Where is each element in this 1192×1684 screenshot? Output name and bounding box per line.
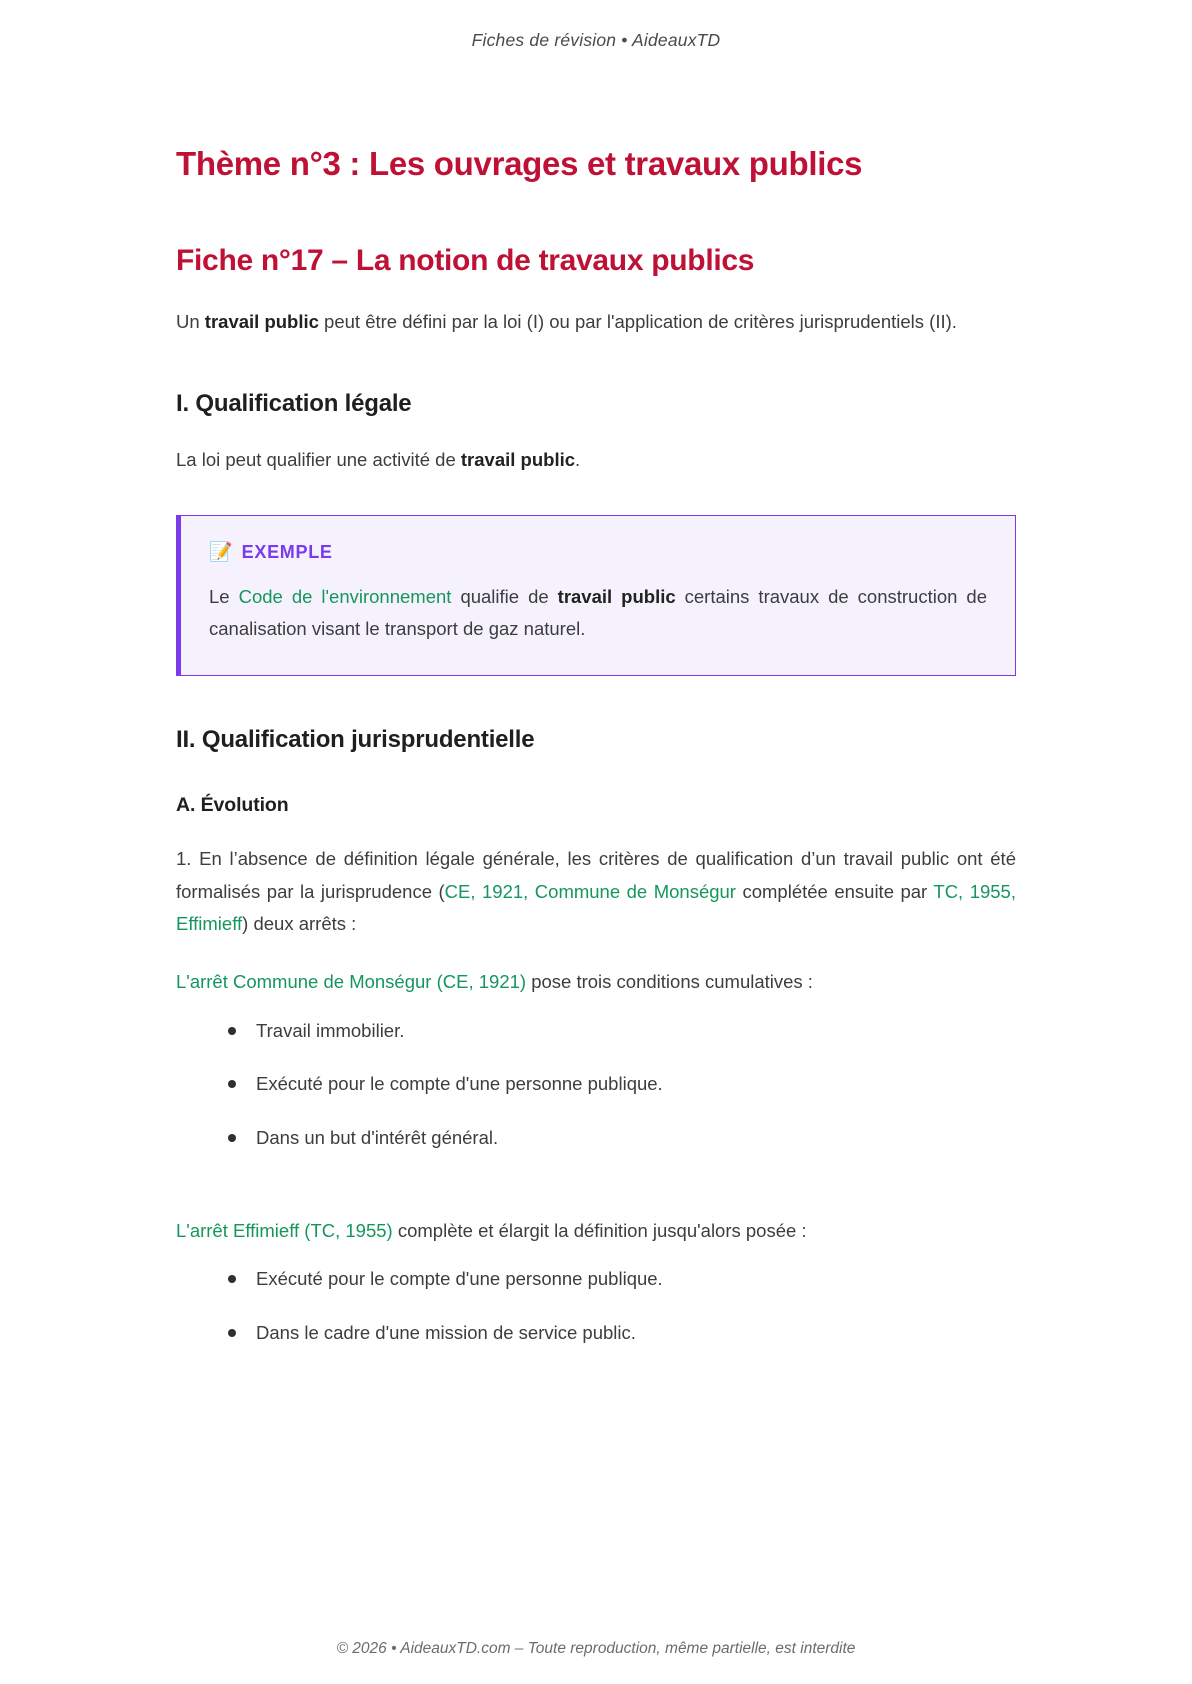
subsection-a-heading: A. Évolution <box>176 794 289 817</box>
section-1-text-1: La loi peut qualifier une activité de <box>176 449 461 471</box>
sub-a-p3-reference-1: L'arrêt Effimieff (TC, 1955) <box>176 1220 393 1242</box>
sub-a-p1-reference-1: CE, 1921, Commune de Monségur <box>444 880 736 902</box>
subsection-a-paragraph-1 <box>176 843 1016 940</box>
sub-a-p1-reference-2: TC, 1955, Effimieff <box>176 880 1016 934</box>
callout-text-2: qualifie de <box>451 585 558 607</box>
document-content <box>176 55 1016 1600</box>
list-item: Exécuté pour le compte d'une personne publique. <box>224 1068 1016 1099</box>
sub-a-p1-text-3: ) deux arrêts : <box>242 913 357 934</box>
list-item: Travail immobilier. <box>224 1015 1016 1046</box>
list-item: Dans un but d'intérêt général. <box>224 1122 1016 1153</box>
memo-icon: 📝 <box>209 541 233 563</box>
fiche-title: Fiche n°17 – La notion de travaux publics <box>176 244 755 278</box>
list-item: Dans le cadre d'une mission de service public. <box>224 1317 1016 1348</box>
section-2-heading: II. Qualification jurisprudentielle <box>176 726 535 754</box>
section-1-bold-1: travail public <box>460 449 576 471</box>
list-item: Exécuté pour le compte d'une personne publique. <box>224 1263 1016 1294</box>
intro-paragraph <box>176 306 1016 338</box>
example-callout-label: EXEMPLE <box>241 541 333 562</box>
running-header: Fiches de révision • AideauxTD <box>471 30 721 50</box>
monsegur-conditions-list <box>176 1015 1016 1153</box>
sub-a-p1-text-1: 1. En l’absence de définition légale générale, les critères de qualification d’un travail public ont été formalisés par la jurisprudence ( <box>176 848 1016 902</box>
section-1-text-2: . <box>575 449 581 471</box>
subsection-a-paragraph-3 <box>176 1215 1016 1247</box>
example-callout <box>176 515 1016 677</box>
subsection-a-paragraph-2 <box>176 966 1016 998</box>
sub-a-p3-text-1: complète et élargit la définition jusqu'alors posée : <box>392 1220 807 1242</box>
theme-title: Thème n°3 : Les ouvrages et travaux publics <box>176 145 863 182</box>
spacer <box>176 1153 1016 1189</box>
intro-text-2: peut être défini par la loi (I) ou par l'application de critères jurisprudentiels (II). <box>318 310 957 332</box>
sub-a-p2-text-1: pose trois conditions cumulatives : <box>526 971 813 993</box>
intro-bold-1: travail public <box>204 310 319 332</box>
section-1-heading: I. Qualification légale <box>176 390 412 418</box>
callout-text-3: certains travaux de construction de canalisation visant le transport de gaz naturel. <box>209 585 988 639</box>
effimieff-conditions-list <box>176 1263 1016 1348</box>
sub-a-p1-text-2: complétée ensuite par <box>735 880 934 902</box>
callout-text-1: Le <box>209 585 239 607</box>
callout-bold-1: travail public <box>557 585 676 607</box>
section-1-paragraph <box>176 444 1016 476</box>
intro-text-1: Un <box>176 310 205 332</box>
example-callout-header <box>209 542 987 563</box>
example-callout-body <box>209 581 987 646</box>
callout-reference-1: Code de l'environnement <box>238 585 452 607</box>
sub-a-p2-reference-1: L'arrêt Commune de Monségur (CE, 1921) <box>176 971 527 993</box>
running-footer: © 2026 • AideauxTD.com – Toute reproduction, même partielle, est interdite <box>336 1640 856 1657</box>
